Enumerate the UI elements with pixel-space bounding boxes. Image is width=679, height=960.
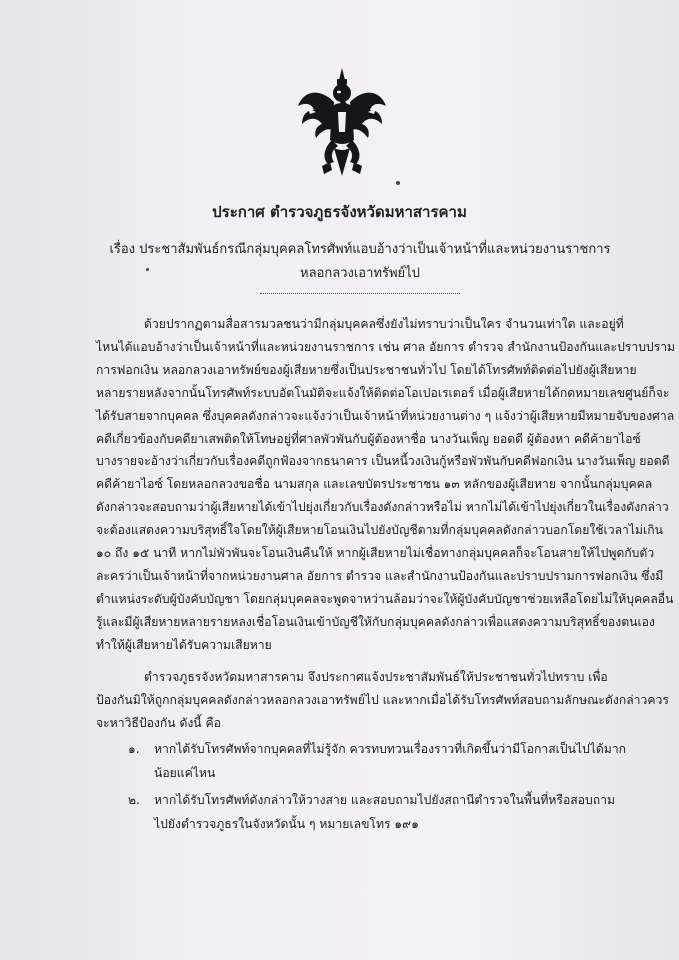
text-line: จะหาวิธีป้องกัน ดังนี้ คือ	[96, 715, 221, 730]
text-line: หากได้รับโทรศัพท์จากบุคคลที่ไม่รู้จัก ควรทบทวนเรื่องราวที่เกิดขึ้นว่ามีโอกาสเป็นไปได้มาก	[154, 742, 627, 756]
text-line: คดีเกี่ยวข้องกับคดียาเสพติดให้โทษอยู่ที่ศาลพัวพันกับผู้ต้องหาชื่อ นางวันเพ็ญ ยอดดี ผู้ต้องหา คดีค้ายาไอซ์	[96, 431, 641, 446]
subject-block	[100, 238, 620, 286]
garuda-emblem-icon	[296, 66, 388, 182]
paragraph-2	[96, 666, 669, 735]
text-line: ทำให้ผู้เสียหายได้รับความเสียหาย	[96, 637, 272, 652]
list-item	[128, 737, 627, 785]
text-line: น้อยแค่ไหน	[154, 766, 216, 780]
text-line: รู้และมีผู้เสียหายหลายรายหลงเชื่อโอนเงินเข้าบัญชีให้กับกลุ่มบุคคลดังกล่าวเพื่อแสดงความบริสุทธิ์ของตนเอง	[96, 614, 655, 629]
list-number: ๒.	[128, 793, 140, 807]
page-title: ประกาศ ตำรวจภูธรจังหวัดมหาสารคาม	[212, 203, 467, 221]
subject-line: เรื่อง ประชาสัมพันธ์กรณีกลุ่มบุคคลโทรศัพท์แอบอ้างว่าเป็นเจ้าหน้าที่และหน่วยงานราชการ	[109, 242, 611, 257]
ink-speck	[396, 181, 400, 185]
ink-speck	[146, 268, 149, 271]
paragraph-1	[96, 313, 676, 657]
text-line: ด้วยปรากฏตามสื่อสารมวลชนว่ามีกลุ่มบุคคลซึ่งยังไม่ทราบว่าเป็นใคร จำนวนเท่าใด และอยู่ที่	[144, 317, 624, 331]
text-line: บางรายจะอ้างว่าเกี่ยวกับเรื่องคดีถูกฟ้องจากธนาคาร เป็นหนี้วงเงินกู้หรือพัวพันกับคดีฟอกเงิน นางวันเพ็ญ ยอดดี	[96, 454, 670, 469]
text-line: จะต้องแสดงความบริสุทธิ์ใจโดยให้ผู้เสียหายโอนเงินไปยังบัญชีตามที่กลุ่มบุคคลดังกล่าวบอกโดยใช้เวลาไม่เกิน	[96, 523, 663, 538]
text-line: ๑๐ ถึง ๑๕ นาที หากไม่พัวพันจะโอนเงินคืนให้ หากผู้เสียหายไม่เชื่อทางกลุ่มบุคคลก็จะโอนสายให้ไปพูดกับตัว	[96, 546, 655, 561]
text-line: การฟอกเงิน หลอกลวงเอาทรัพย์ของผู้เสียหายซึ่งเป็นประชาชนทั่วไป โดยได้โทรศัพท์ติดต่อไปยังผู้เสียหาย	[96, 362, 637, 377]
subject-line: หลอกลวงเอาทรัพย์ไป	[300, 266, 420, 281]
text-line: ไปยังตำรวจภูธรในจังหวัดนั้น ๆ หมายเลขโทร ๑๙๑	[154, 817, 419, 831]
list-number: ๑.	[128, 742, 140, 756]
text-line: ป้องกันมิให้ถูกกลุ่มบุคคลดังกล่าวหลอกลวงเอาทรัพย์ไป และหากเมื่อได้รับโทรศัพท์สอบถามลักษณะดังกล่าวควร	[96, 692, 669, 707]
text-line: ละครว่าเป็นเจ้าหน้าที่จากหน่วยงานศาล อัยการ ตำรวจ และสำนักงานป้องกันและปราบปรามการฟอกเงิน ซึ่งมี	[96, 568, 664, 583]
text-line: ตำรวจภูธรจังหวัดมหาสารคาม จึงประกาศแจ้งประชาสัมพันธ์ให้ประชาชนทั่วไปทราบ เพื่อ	[144, 670, 608, 684]
text-line: ดังกล่าวจะสอบถามว่าผู้เสียหายได้เข้าไปยุ่งเกี่ยวกับเรื่องดังกล่าวหรือไม่ หากไม่ได้เข้าไปยุ่งเกี่ยวในเรื่องดังกล่าว	[96, 500, 669, 515]
text-line: หากได้รับโทรศัพท์ดังกล่าวให้วางสาย และสอบถามไปยังสถานีตำรวจในพื้นที่หรือสอบถาม	[154, 793, 616, 807]
text-line: ไหนได้แอบอ้างว่าเป็นเจ้าหน้าที่และหน่วยงานราชการ เช่น ศาล อัยการ ตำรวจ สำนักงานป้องกันและปราบปราม	[96, 339, 676, 354]
text-line: คดีค้ายาไอซ์ โดยหลอกลวงขอชื่อ นามสกุล และเลขบัตรประชาชน ๑๓ หลักของผู้เสียหาย จากนั้นกลุ่มบุคคล	[96, 477, 653, 492]
dotted-divider	[260, 293, 460, 294]
text-line: ได้รับสายจากบุคคล ซึ่งบุคคลดังกล่าวจะแจ้งว่าเป็นเจ้าหน้าที่หน่วยงานต่าง ๆ แจ้งว่าผู้เสียหายมีหมายจับของศาล	[96, 408, 675, 423]
text-line: ตำแหน่งระดับผู้บังคับบัญชา โดยกลุ่มบุคคลจะพูดจาหว่านล้อมว่าจะให้ผู้บังคับบัญชาช่วยเหลือโดยไม่ให้บุคคลอื่น	[96, 591, 674, 606]
list-item	[128, 788, 618, 836]
text-line: หลายรายหลังจากนั้นโทรศัพท์ระบบอัตโนมัติจะแจ้งให้ติดต่อโอเปอเรเตอร์ เมื่อผู้เสียหายได้กดหมายเลขศูนย์ก็จะ	[96, 385, 670, 400]
